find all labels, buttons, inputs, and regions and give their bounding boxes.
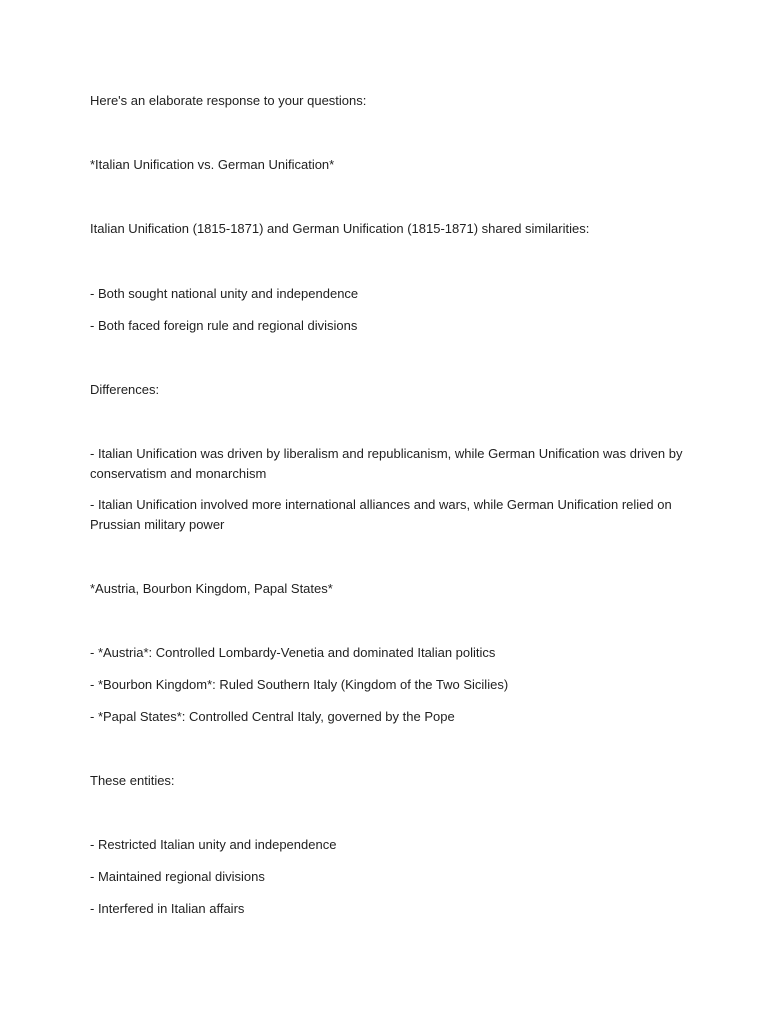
differences-label: Differences: [90,382,160,397]
difference-item: - Italian Unification involved more international alliances and wars, while German Unification relied on Prussian military power [90,497,672,532]
effect-item: - Maintained regional divisions [90,869,265,884]
heading-unification: *Italian Unification vs. German Unification* [90,157,335,172]
difference-item: - Italian Unification was driven by liberalism and republicanism, while German Unification was driven by conservatism and monarchism [90,446,683,481]
entity-item: - *Austria*: Controlled Lombardy-Venetia and dominated Italian politics [90,645,496,660]
entity-item: - *Bourbon Kingdom*: Ruled Southern Italy (Kingdom of the Two Sicilies) [90,677,509,692]
effect-item: - Restricted Italian unity and independence [90,837,337,852]
similarity-item: - Both faced foreign rule and regional divisions [90,318,358,333]
similarity-item: - Both sought national unity and independence [90,286,359,301]
entity-item: - *Papal States*: Controlled Central Italy, governed by the Pope [90,709,455,724]
heading-entities: *Austria, Bourbon Kingdom, Papal States* [90,581,333,596]
effects-label: These entities: [90,773,175,788]
effect-item: - Interfered in Italian affairs [90,901,245,916]
similarities-intro: Italian Unification (1815-1871) and German Unification (1815-1871) shared similarities: [90,221,590,236]
intro-text: Here's an elaborate response to your questions: [90,93,367,108]
